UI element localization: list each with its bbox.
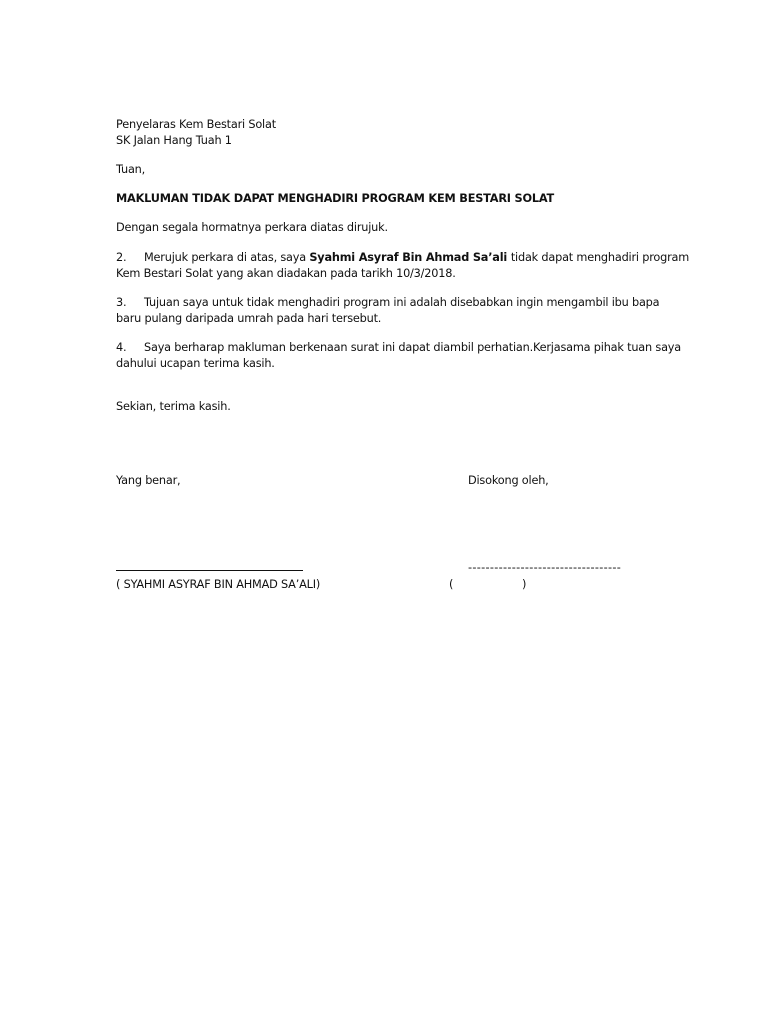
signoff-left: Yang benar, [116, 474, 181, 487]
paragraph-2 [116, 250, 689, 282]
paragraph-4-line-2: dahului ucapan terima kasih. [116, 357, 275, 370]
supporter-name-open-bracket: ( [449, 578, 454, 591]
signatory-name: ( SYAHMI ASYRAF BIN AHMAD SA’ALI) [116, 578, 321, 591]
paragraph-2-text-start: Merujuk perkara di atas, saya [144, 251, 310, 264]
paragraph-2-text-end: tidak dapat menghadiri program [510, 251, 690, 264]
paragraph-4 [116, 340, 681, 372]
signoff-right: Disokong oleh, [468, 474, 549, 487]
paragraph-2-line-2: Kem Bestari Solat yang akan diadakan pada tarikh 10/3/2018. [116, 267, 456, 280]
supporter-signature-line: ----------------------------------- [468, 561, 622, 574]
salutation: Tuan, [116, 163, 146, 176]
paragraph-2-number: 2. [116, 251, 127, 264]
paragraph-1: Dengan segala hormatnya perkara diatas dirujuk. [116, 221, 388, 234]
supporter-name-close-bracket: ) [522, 578, 527, 591]
paragraph-4-number: 4. [116, 341, 127, 354]
signature-line [116, 570, 303, 571]
paragraph-3-line-2: baru pulang daripada umrah pada hari tersebut. [116, 312, 382, 325]
closing-remark: Sekian, terima kasih. [116, 400, 231, 413]
recipient-school: SK Jalan Hang Tuah 1 [116, 134, 232, 147]
paragraph-3-line-1: Tujuan saya untuk tidak menghadiri program ini adalah disebabkan ingin mengambil ibu bapa [144, 296, 660, 309]
student-name: Syahmi Asyraf Bin Ahmad Sa’ali [309, 251, 511, 264]
paragraph-4-line-1: Saya berharap makluman berkenaan surat ini dapat diambil perhatian.Kerjasama pihak tuan saya [144, 341, 681, 354]
paragraph-3-number: 3. [116, 296, 127, 309]
letter-subject: MAKLUMAN TIDAK DAPAT MENGHADIRI PROGRAM KEM BESTARI SOLAT [116, 192, 555, 205]
paragraph-3 [116, 295, 659, 327]
recipient-title: Penyelaras Kem Bestari Solat [116, 118, 276, 131]
